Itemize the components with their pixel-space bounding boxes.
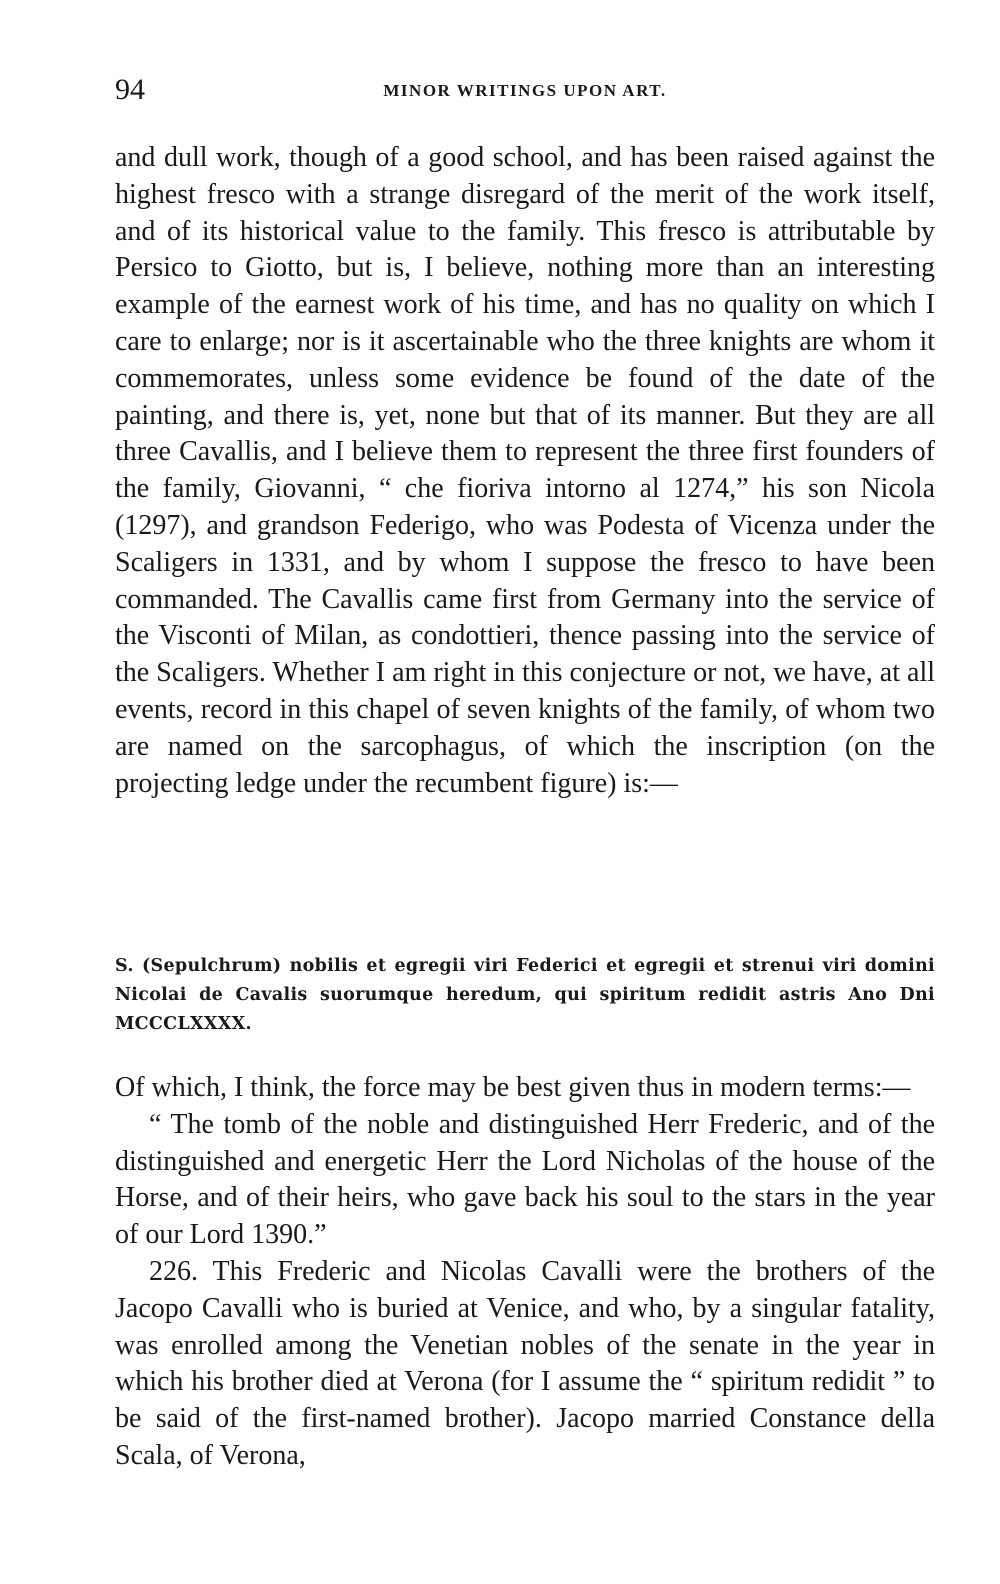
paragraph-text: and dull work, though of a good school, and has been raised against the highest fresco with a strange disregard of the merit of the work itself, and of its historical value to the family. This fresco is attributable by Persico to Giotto, but is, I believe, nothing more than an interesting example of the earnest work of his time, and has no quality on which I care to enlarge; nor is it ascertainable who the three knights are whom it commemorates, unless some evidence be found of the date of the painting, and there is, yet, none but that of its manner. But they are all three Cavallis, and I believe them to represent the three first founders of the family, Giovanni, “ che fioriva intorno al 1274,” his son Nicola (1297), and grandson Federigo, who was Podesta of Vicenza under the Scaligers in 1331, and by whom I suppose the fresco to have been commanded. The Cavallis came first from Germany into the service of the Visconti of Milan, as condottieri, thence passing into the service of the Scaligers. Whether I am right in this conjecture or not, we have, at all events, record in this chapel of seven knights of the family, of whom two are named on the sarcophagus, of which the inscription (on the projecting ledge under the recumbent figure) is:— (115, 142, 935, 799)
running-title: MINOR WRITINGS UPON ART. (383, 81, 667, 100)
latin-inscription: S. (Sepulchrum) nobilis et egregii viri Federici et egregii et strenui viri domini Nicolai de Cavalis suorumque heredum, qui spiritum redidit astris Ano Dni MCCCLXXXX. (115, 956, 935, 1034)
translation-quote: “ The tomb of the noble and distinguished Herr Frederic, and of the distinguished and energetic Herr the Lord Nicholas of the house of the Horse, and of their heirs, who gave back his soul to the stars in the year of our Lord 1390.” (115, 1108, 935, 1251)
translation-intro: Of which, I think, the force may be best given thus in modern terms:— (115, 1072, 911, 1103)
translation-section (115, 1070, 935, 1475)
section-226-paragraph: 226. This Frederic and Nicolas Cavalli were the brothers of the Jacopo Cavalli who is buried at Venice, and who, by a singular fatality, was enrolled among the Venetian nobles of the senate in the year in which his brother died at Verona (for I assume the “ spiritum redidit ” to be said of the first-named brother). Jacopo married Constance della Scala, of Verona, (115, 1255, 935, 1471)
page-number: 94 (115, 73, 145, 106)
page-header (115, 72, 935, 108)
continuation-paragraph (115, 140, 935, 802)
